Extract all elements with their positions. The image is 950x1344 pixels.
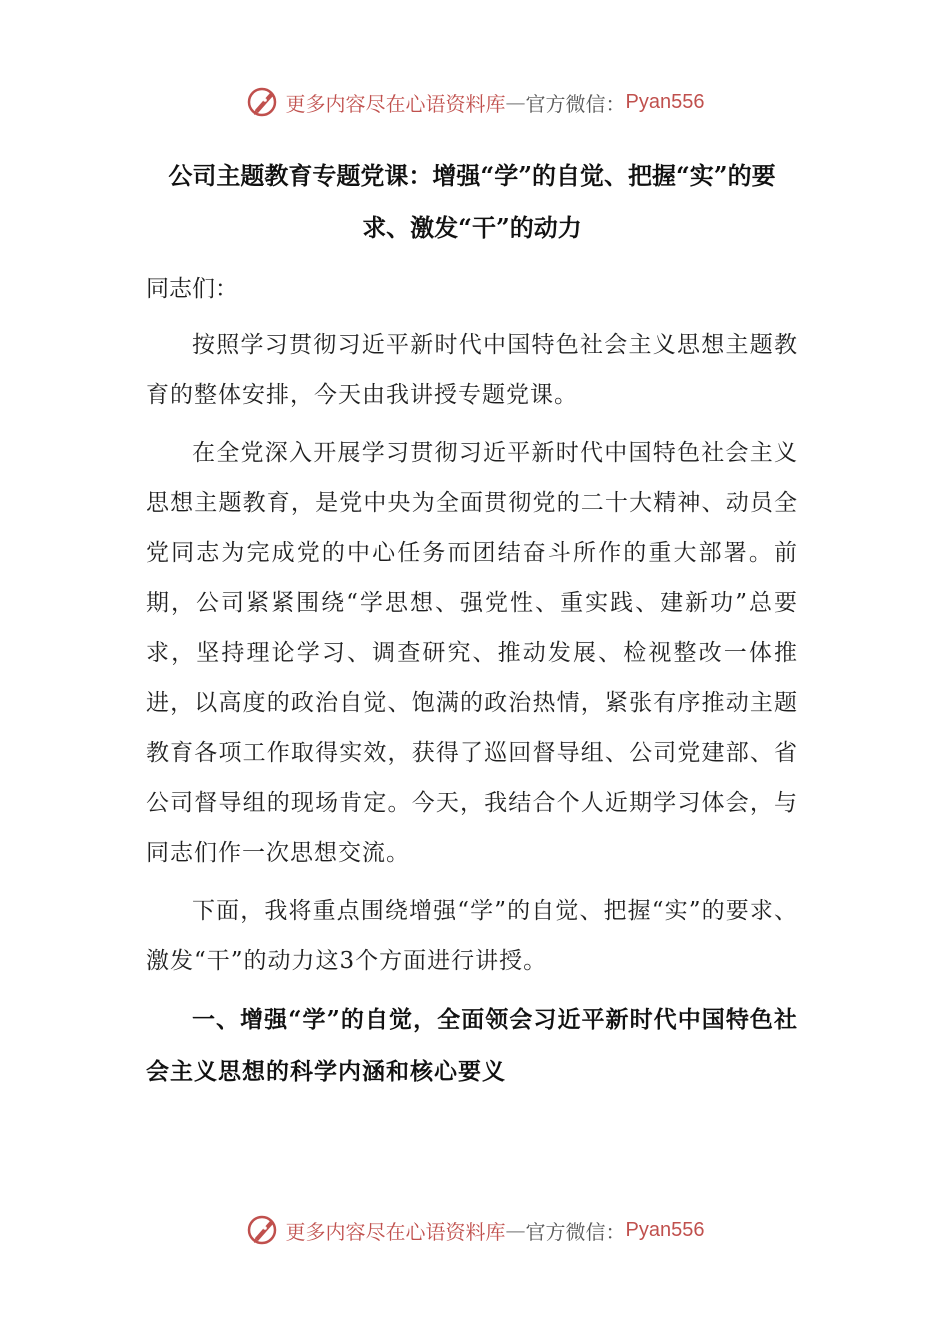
- document-body: [146, 150, 798, 1098]
- paragraph-background: 在全党深入开展学习贯彻习近平新时代中国特色社会主义思想主题教育，是党中央为全面贯彻党的二十大精神、动员全党同志为完成党的中心任务而团结奋斗所作的重大部署。前期，公司紧紧围绕“学思想、强党性、重实践、建新功”总要求，坚持理论学习、调查研究、推动发展、检视整改一体推进，以高度的政治自觉、饱满的政治热情，紧张有序推动主题教育各项工作取得实效，获得了巡回督导组、公司党建部、省公司督导组的现场肯定。今天，我结合个人近期学习体会，与同志们作一次思想交流。: [146, 440, 798, 866]
- banner-brand-text: 更多内容尽在心语资料库: [285, 1219, 506, 1244]
- footer-banner: [0, 1210, 950, 1250]
- document-title: 公司主题教育专题党课：增强“学”的自觉、把握“实”的要求、激发“干”的动力: [168, 161, 776, 242]
- section-heading-1: 一、增强“学”的自觉，全面领会习近平新时代中国特色社会主义思想的科学内涵和核心要义: [146, 1006, 798, 1085]
- greeting: 同志们：: [146, 276, 238, 302]
- banner-dash: —: [505, 90, 526, 114]
- banner-dash: —: [505, 1218, 526, 1242]
- banner-wechat-label: 官方微信：: [525, 1219, 626, 1244]
- banner-wechat-id: Pyan556: [625, 90, 705, 113]
- paragraph-outline: 下面，我将重点围绕增强“学”的自觉、把握“实”的要求、激发“干”的动力这3个方面进行讲授。: [146, 898, 798, 974]
- pen-nib-logo-icon: [246, 85, 280, 119]
- pen-nib-logo-icon: [246, 1213, 280, 1247]
- banner-wechat-label: 官方微信：: [525, 91, 626, 116]
- paragraph-intro: 按照学习贯彻习近平新时代中国特色社会主义思想主题教育的整体安排，今天由我讲授专题党课。: [146, 332, 798, 408]
- banner-wechat-id: Pyan556: [625, 1218, 705, 1241]
- header-banner: [0, 82, 950, 122]
- banner-brand-text: 更多内容尽在心语资料库: [285, 91, 506, 116]
